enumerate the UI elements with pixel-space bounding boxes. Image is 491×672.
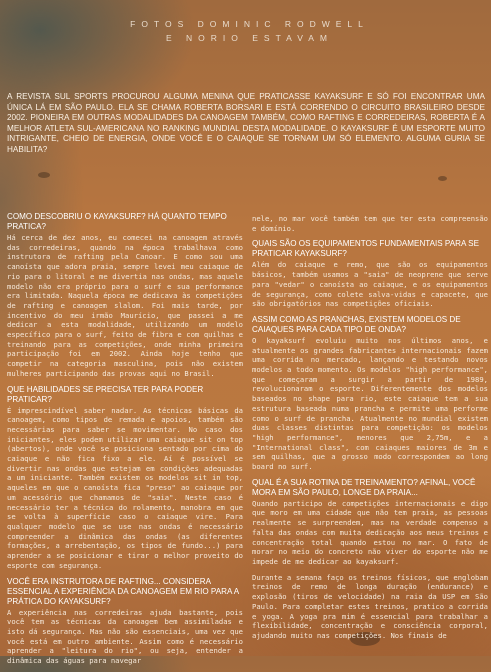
question-heading: QUAIS SÃO OS EQUIPAMENTOS FUNDAMENTAIS PARA SE PRATICAR KAYAKSURF? — [252, 239, 479, 259]
answer-paragraph: nele, no mar você também tem que ter esta compreensão e domínio. — [252, 214, 488, 233]
credits-line-2: E NORIO ESTAVAM — [166, 33, 333, 43]
answer-paragraph: O kayaksurf evoluiu muito nos últimos anos, e atualmente os grandes fabricantes internacionais fazem uma corrida no mercado, lançando e testando novos modelos a todo momento. Os modelos "high performance", que começaram a surgir a partir de 1989, revolucionaram o esporte. Diferentemente dos modelos baseados no shape para rio, este caiaque tem a sua estrutura baseada numa prancha e permite uma performe como o surf de prancha. Atualmente no mundial existem duas classes distintas para competição: os modelos "high performance", menores que 2,75m, e a "International class", com caiaques maiores de 3m e sem quilhas, que a grosso modo correspondem ao long board no surf. — [252, 335, 488, 472]
sand-footprint — [438, 176, 447, 181]
credits-line-1: FOTOS DOMINIC RODWELL — [130, 19, 369, 29]
question-heading: VOCÊ ERA INSTRUTORA DE RAFTING... CONSIDERA ESSENCIAL A EXPERIÊNCIA DA CANOAGEM EM RIO PARA A PRÁTICA DO KAYAKSURF? — [7, 576, 239, 606]
answer-paragraph: Quando participo de competições internacionais e digo que moro em uma cidade que não tem praia, as pessoas realmente se surpreendem, mas na verdade compenso a falta das ondas com muita dedicação aos meus treinos e concentração total quando estou no mar. O fato de morar no meio do concreto não viver do esporte não me impede de me dedicar ao kayaksurf. — [252, 498, 488, 566]
right-column — [252, 214, 488, 647]
answer-paragraph: Além do caiaque e remo, que são os equipamentos básicos, também usamos a "saia" de neoprene que serve para "vedar" o canoísta ao caiaque, e os equipamentos de segurança, como colete salva-vidas e capacete, que são obrigatórios nas competições oficiais. — [252, 260, 488, 309]
left-column — [7, 212, 243, 672]
answer-paragraph: Durante a semana faço os treinos físicos, que englobam treinos de remo de longa duração (endurance) e explosão (tiros de velocidade) na raia da USP em São Paulo. Para completar estes treinos, pratico a corrida e yoga. A yoga pra mim é essencial para trabalhar a flexibilidade, concentração e consciência corporal, ajudando muito nas competições. Nos finais de — [252, 572, 488, 640]
question-heading: COMO DESCOBRIU O KAYAKSURF? HÁ QUANTO TEMPO PRATICA? — [7, 212, 227, 231]
question-heading: QUE HABILIDADES SE PRECISA TER PARA PODER PRATICAR? — [7, 384, 204, 404]
question-heading: QUAL É A SUA ROTINA DE TREINAMENTO? AFINAL, VOCÊ MORA EM SÃO PAULO, LONGE DA PRAIA... — [252, 477, 476, 497]
answer-paragraph: A experiência nas corredeiras ajuda bastante, pois você tem as técnicas da canoagem bem assimiladas e isto dá segurança. Mas não são essenciais, uma vez que você está em outro ambiente. Assim como é necessário aprender a "leitura do rio", ou seja, entender a dinâmica das águas para navegar — [7, 607, 243, 666]
article-intro: A REVISTA SUL SPORTS PROCUROU ALGUMA MENINA QUE PRATICASSE KAYAKSURF E SÓ FOI ENCONTRAR UMA ÚNICA LÁ EM SÃO PAULO. ELA SE CHAMA ROBERTA BORSARI E ESTÁ CORRENDO O CIRCUITO BRASILEIRO DESDE 2002. PIONEIRA EM OUTRAS MODALIDADES DA CANOAGEM TAMBÉM, COMO RAFTING E CORREDEIRAS, ROBERTA É A MELHOR ATLETA SUL-AMERICANA NO RANKING MUNDIAL DESTA MODALIDADE. O KAYAKSURF É UM ESPORTE MUITO INTRIGANTE, CHEIO DE ENERGIA, ONDE VOCÊ E O CAIAQUE SE TORNAM UM SÓ ELEMENTO. ALGUMA GURIA SE HABILITA? — [7, 92, 485, 154]
answer-paragraph: Há cerca de dez anos, eu comecei na canoagem através das corredeiras, quando na época trabalhava como instrutora de rafting pela Canoar. E como sou uma canoísta que adora praia, sempre levei meu caiaque de rio para o litoral e me divertia nas ondas, mas aquele modelo não era próprio para o surf e sua performance era limitada. Naquela época me dedicava às competições de rafting e canoagem slalom. Foi mais tarde, por incentivo do meu irmão Maurício, que passei a me dedicar a esta modalidade, utilizando um modelo específico para o surf, feito de fibra e com quilhas e treinando para as competições, onde minha primeira participação foi em 2002. Ainda hoje tenho que competir na categoria masculina, pois não existem mulheres participando das provas aqui no Brasil. — [7, 233, 243, 378]
question-heading: ASSIM COMO AS PRANCHAS, EXISTEM MODELOS DE CAIAQUES PARA CADA TIPO DE ONDA? — [252, 314, 461, 334]
sand-footprint — [38, 172, 50, 178]
photo-credits — [0, 17, 491, 45]
answer-paragraph: É imprescindível saber nadar. As técnicas básicas da canoagem, como tipos de remada e apoios, também são necessárias para saber se movimentar. No caso dos iniciantes, eles podem utilizar uma caiaque sit on top (abertos), onde você se posiciona sentado por cima do caiaque e não fica fixo a ele. Aí é possível se divertir nas ondas que estejam em condições adequadas a um iniciante. Também existem os modelos sit in top, aqueles em que o canoísta fica "preso" ao caiaque por um acessório que chamamos de "saia". Neste caso é necessário ter a técnica do rolamento, manobra em que se volta à superfície caso o caiaque vire. Para qualquer modelo que se use nas ondas é necessário compreender a dinâmica das ondas (as diferentes formações, a arrebentação, os tipos de fundo...) para aprender a se posicionar e tirar o melhor proveito do esporte com segurança. — [7, 405, 243, 570]
